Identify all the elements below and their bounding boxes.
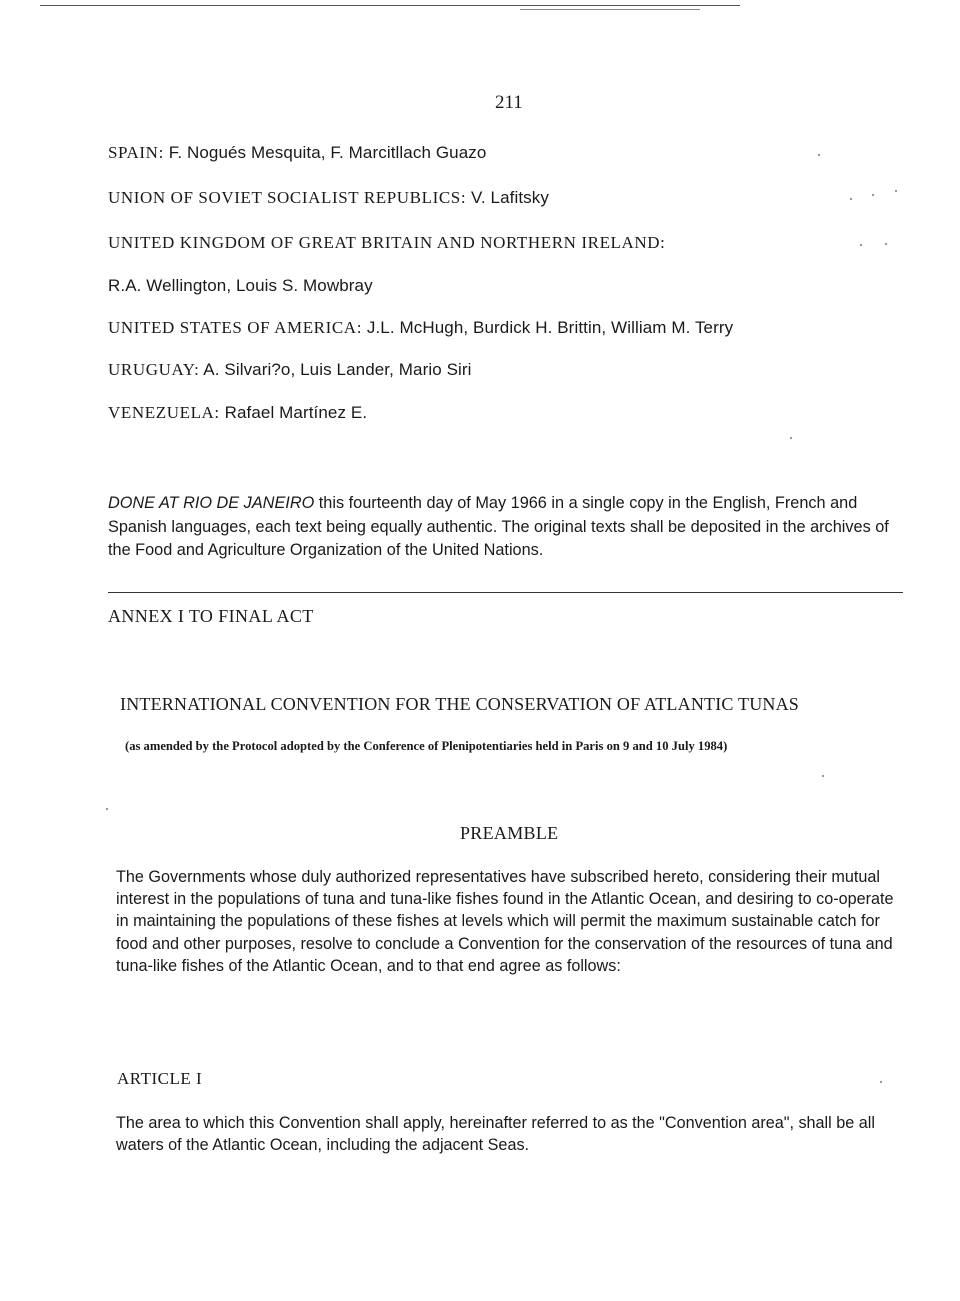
signatory-line <box>108 188 549 208</box>
signatory-line <box>108 233 666 253</box>
scan-speck <box>850 198 852 200</box>
section-rule <box>108 592 903 593</box>
signatory-country: SPAIN: <box>108 143 164 162</box>
signatory-names: R.A. Wellington, Louis S. Mowbray <box>108 276 373 295</box>
top-rule-secondary <box>520 9 700 10</box>
scan-speck <box>818 154 820 156</box>
convention-title: INTERNATIONAL CONVENTION FOR THE CONSERVATION OF ATLANTIC TUNAS <box>120 694 799 714</box>
page-number: 211 <box>495 92 523 113</box>
signatory-names: A. Silvari?o, Luis Lander, Mario Siri <box>203 360 472 379</box>
signatory-country: UNITED KINGDOM OF GREAT BRITAIN AND NORTHERN IRELAND: <box>108 233 666 252</box>
scan-speck <box>880 1081 882 1083</box>
scan-speck <box>885 243 887 245</box>
top-rule <box>40 5 740 6</box>
preamble-text: The Governments whose duly authorized representatives have subscribed hereto, considering their mutual interest in the populations of tuna and tuna-like fishes found in the Atlantic Ocean, and desiring to co-operate in maintaining the populations of these fishes at levels which will permit the maximum sustainable catch for food and other purposes, resolve to conclude a Convention for the conservation of the resources of tuna and tuna-like fishes of the Atlantic Ocean, and to that end agree as follows: <box>116 868 894 975</box>
scan-speck <box>895 190 897 192</box>
done-place: DONE AT RIO DE JANEIRO <box>108 494 315 512</box>
signatory-names: J.L. McHugh, Burdick H. Brittin, William M. Terry <box>366 318 734 337</box>
signatory-line <box>108 403 367 423</box>
done-paragraph <box>108 492 908 563</box>
signatory-line <box>108 143 486 163</box>
scan-speck <box>822 775 824 777</box>
scan-speck <box>860 244 862 246</box>
signatory-country: URUGUAY: <box>108 360 200 379</box>
signatory-names: F. Nogués Mesquita, F. Marcitllach Guazo <box>168 143 487 162</box>
signatory-country: VENEZUELA: <box>108 403 220 422</box>
signatory-names: Rafael Martínez E. <box>224 403 368 422</box>
signatory-names: V. Lafitsky <box>471 188 549 207</box>
article-heading: ARTICLE I <box>117 1069 203 1088</box>
amendment-note: (as amended by the Protocol adopted by the Conference of Plenipotentiaries held in Paris on 9 and 10 July 1984) <box>125 739 728 753</box>
annex-heading: ANNEX I TO FINAL ACT <box>108 606 314 626</box>
scan-speck <box>872 194 874 196</box>
signatory-line <box>108 360 472 380</box>
preamble-heading: PREAMBLE <box>460 823 559 843</box>
signatory-line <box>108 276 373 296</box>
article-text: The area to which this Convention shall apply, hereinafter referred to as the "Convention area", shall be all waters of the Atlantic Ocean, including the adjacent Seas. <box>116 1114 875 1155</box>
signatory-country: UNITED STATES OF AMERICA: <box>108 318 363 337</box>
signatory-country: UNION OF SOVIET SOCIALIST REPUBLICS: <box>108 188 467 207</box>
scan-speck <box>106 808 108 810</box>
scan-speck <box>790 437 792 439</box>
done-text: this fourteenth day of May 1966 in a single copy in the English, French and Spanish languages, each text being equally authentic. The original texts shall be deposited in the archives of the Food and Agriculture Organization of the United Nations. <box>108 494 889 559</box>
signatory-line <box>108 318 733 338</box>
